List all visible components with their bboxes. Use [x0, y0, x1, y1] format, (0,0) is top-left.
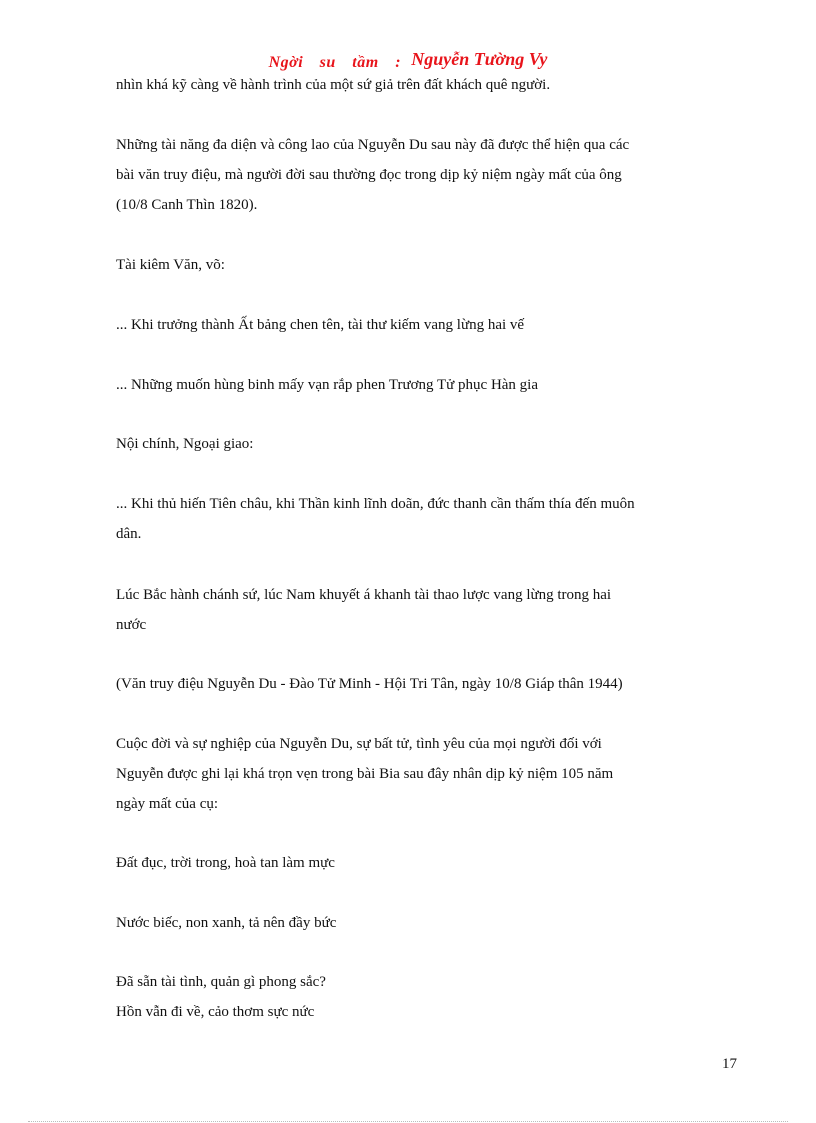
paragraph-1: [116, 70, 736, 100]
text-line: ... Những muốn hùng binh mấy vạn rắp phen Trương Tử phục Hàn gia: [116, 377, 539, 393]
text-line: Những tài năng đa diện và công lao của Nguyễn Du sau này đã được thể hiện qua các: [116, 137, 630, 153]
text-line: dân.: [116, 526, 142, 542]
paragraph-10: [116, 729, 736, 819]
text-line: nước: [116, 617, 147, 633]
paragraph-6: [116, 429, 736, 459]
paragraph-5: [116, 370, 736, 400]
header-collector-label: Ngời su tầm :: [268, 54, 402, 71]
paragraph-3: [116, 250, 736, 280]
header-collector-name: Nguyễn Tường Vy: [411, 49, 548, 69]
text-line: Cuộc đời và sự nghiệp của Nguyễn Du, sự bất tử, tình yêu của mọi người đối với: [116, 736, 602, 752]
text-line: (10/8 Canh Thìn 1820).: [116, 197, 258, 213]
text-line: Tài kiêm Văn, võ:: [116, 257, 225, 273]
text-line: bài văn truy điệu, mà người đời sau thường đọc trong dịp kỷ niệm ngày mất của ông: [116, 167, 622, 183]
text-line: ... Khi thủ hiến Tiên châu, khi Thần kinh lĩnh doãn, đức thanh cần thấm thía đến muôn: [116, 496, 635, 512]
paragraph-12: [116, 908, 736, 938]
page-header: [0, 51, 816, 72]
page-bottom-divider: [28, 1121, 788, 1122]
text-line: Nguyễn được ghi lại khá trọn vẹn trong bài Bia sau đây nhân dịp kỷ niệm 105 năm: [116, 766, 614, 782]
text-line: Hồn vẫn đi về, cảo thơm sực nức: [116, 1004, 315, 1020]
page-number: 17: [722, 1056, 737, 1072]
text-line: Đã sẵn tài tình, quản gì phong sắc?: [116, 974, 326, 990]
paragraph-9: [116, 669, 736, 699]
paragraph-13: [116, 967, 736, 1027]
text-line: Nước biếc, non xanh, tả nên đầy bức: [116, 915, 337, 931]
paragraph-2: [116, 130, 736, 220]
text-line: Nội chính, Ngoại giao:: [116, 436, 254, 452]
paragraph-11: [116, 848, 736, 878]
text-line: Lúc Bắc hành chánh sứ, lúc Nam khuyết á khanh tài thao lược vang lừng trong hai: [116, 587, 612, 603]
text-line: ngày mất của cụ:: [116, 796, 219, 812]
text-line: Đất đục, trời trong, hoà tan làm mực: [116, 855, 335, 871]
text-line: ... Khi trưởng thành Ất bảng chen tên, tài thư kiếm vang lừng hai vế: [116, 317, 525, 333]
paragraph-4: [116, 310, 736, 340]
paragraph-7: [116, 489, 736, 549]
paragraph-8: [116, 580, 736, 640]
text-line: (Văn truy điệu Nguyễn Du - Đào Tử Minh - Hội Tri Tân, ngày 10/8 Giáp thân 1944): [116, 676, 623, 692]
text-line: nhìn khá kỹ càng về hành trình của một sứ giả trên đất khách quê người.: [116, 77, 551, 93]
